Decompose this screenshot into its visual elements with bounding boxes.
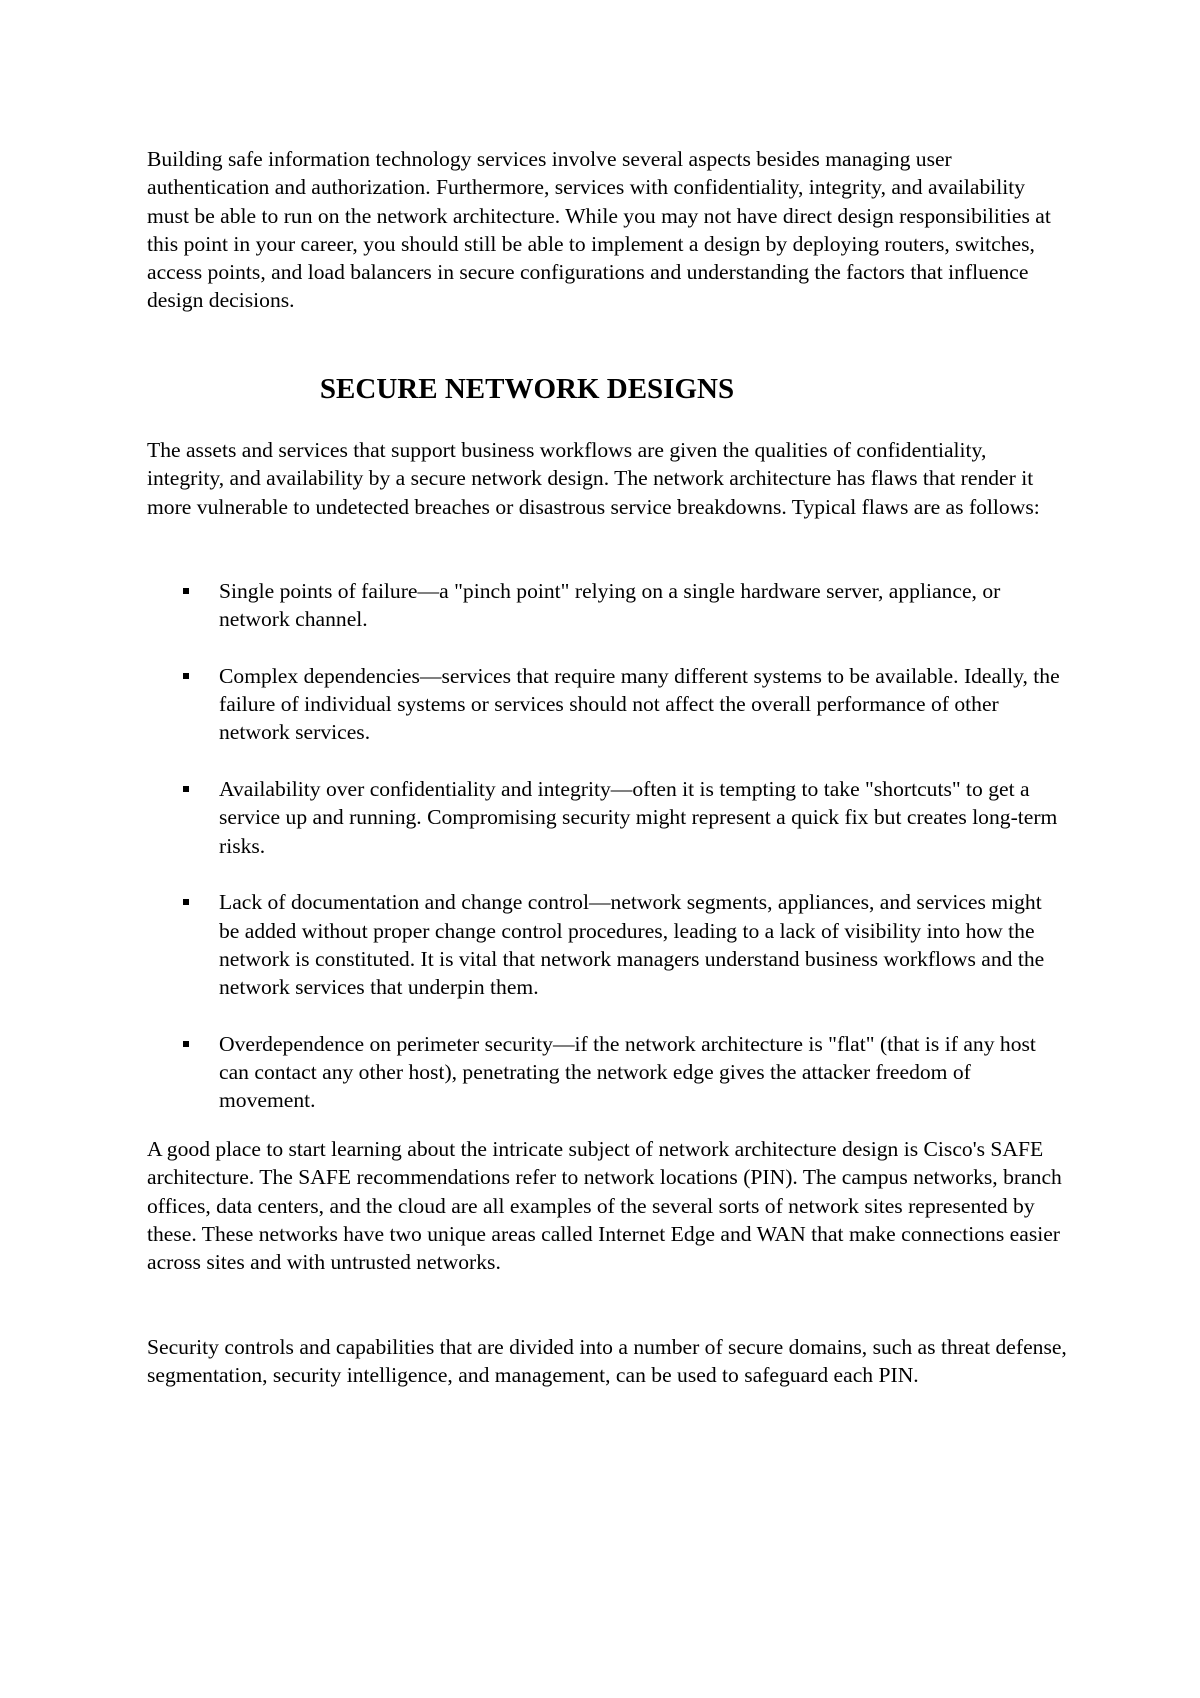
safe-paragraph: A good place to start learning about the intricate subject of network architecture design is Cisco's SAFE architecture. The SAFE recommendations refer to network locations (PIN). The campus networks, branch offices, data centers, and the cloud are all examples of the several sorts of network sites represented by these. These networks have two unique areas called Internet Edge and WAN that make connections easier across sites and with untrusted networks. (147, 1137, 1062, 1275)
square-bullet-icon (183, 786, 189, 792)
assets-paragraph: The assets and services that support business workflows are given the qualities of confidentiality, integrity, and availability by a secure network design. The network architecture has flaws that render it more vulnerable to undetected breaches or disastrous service breakdowns. Typical flaws are as follows: (147, 438, 1040, 519)
list-item-text: Lack of documentation and change control—network segments, appliances, and services might be added without proper change control procedures, leading to a lack of visibility into how the network is constituted. It is vital that network managers understand business workflows and the network services that underpin them. (219, 890, 1045, 1000)
list-item-text: Availability over confidentiality and integrity—often it is tempting to take "shortcuts" to get a service up and running. Compromising security might represent a quick fix but creates long-term risks. (219, 777, 1058, 858)
list-item (147, 577, 1067, 634)
list-item-text: Single points of failure—a "pinch point" relying on a single hardware server, appliance, or network channel. (219, 579, 1001, 632)
square-bullet-icon (183, 1041, 189, 1047)
list-item-text: Overdependence on perimeter security—if the network architecture is "flat" (that is if any host can contact any other host), penetrating the network edge gives the attacker freedom of movement. (219, 1031, 1036, 1113)
intro-paragraph: Building safe information technology services involve several aspects besides managing user authentication and authorization. Furthermore, services with confidentiality, integrity, and availability must be able to run on the network architecture. While you may not have direct design responsibilities at this point in your career, you should still be able to implement a design by deploying routers, switches, access points, and load balancers in secure configurations and understanding the factors that influence design decisions. (147, 147, 1051, 313)
list-item (147, 888, 1067, 1001)
square-bullet-icon (183, 899, 189, 905)
list-item-text: Complex dependencies—services that require many different systems to be available. Ideally, the failure of individual systems or services should not affect the overall performance of other network services. (219, 663, 1060, 745)
controls-paragraph: Security controls and capabilities that are divided into a number of secure domains, such as threat defense, segmentation, security intelligence, and management, can be used to safeguard each PIN. (147, 1335, 1067, 1388)
square-bullet-icon (183, 673, 189, 679)
flaws-list (147, 577, 1067, 1143)
list-item (147, 775, 1067, 860)
list-item (147, 1030, 1067, 1115)
section-heading: SECURE NETWORK DESIGNS (319, 373, 735, 405)
list-item (147, 662, 1067, 747)
square-bullet-icon (183, 588, 189, 594)
